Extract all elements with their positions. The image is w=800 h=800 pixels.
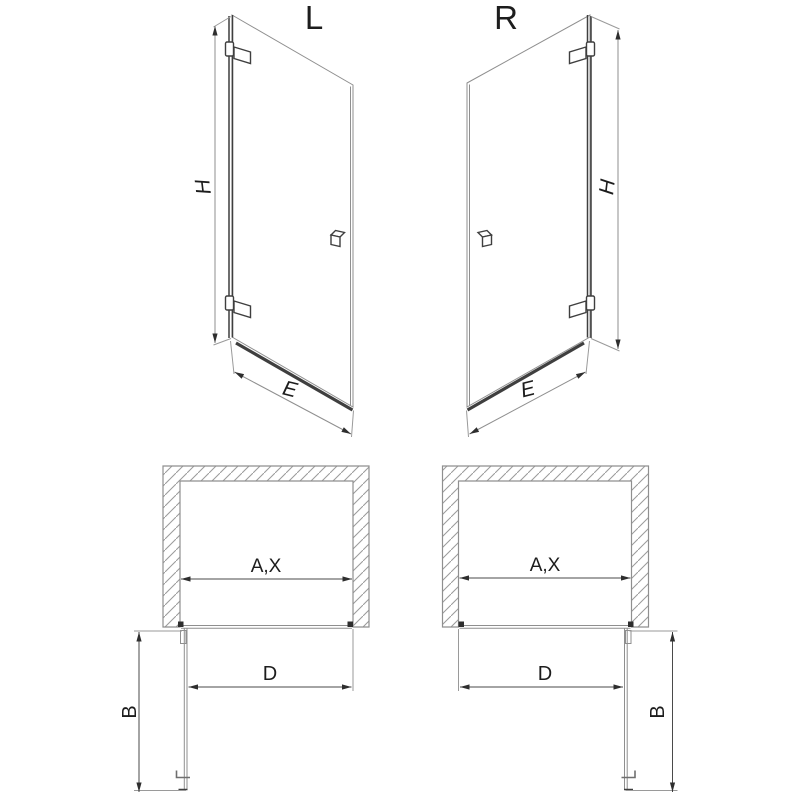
opening-dimension xyxy=(181,556,352,582)
height-dimension xyxy=(191,17,231,346)
wall xyxy=(443,466,649,627)
swing-depth-dimension xyxy=(119,631,186,792)
wall-profile xyxy=(181,631,187,644)
height-dim-label: H xyxy=(595,178,620,196)
swing-depth-dim-label: B xyxy=(119,705,141,719)
height-dim-label: H xyxy=(191,178,216,196)
swing-depth-dim-label: B xyxy=(647,705,669,719)
width-dimension xyxy=(467,341,590,437)
hinge-pivot-marker xyxy=(178,622,184,628)
elevation-right xyxy=(467,0,621,437)
opening-dim-label: A,X xyxy=(529,555,561,576)
door-width-dimension xyxy=(459,629,624,691)
door-closed-position xyxy=(178,622,353,629)
opening-dimension xyxy=(460,555,631,581)
door-open-position xyxy=(622,628,636,790)
door-open-position xyxy=(177,628,191,790)
strike-marker xyxy=(459,622,465,628)
width-dim-label: E xyxy=(518,376,538,403)
door-handle xyxy=(478,231,492,247)
plan-left xyxy=(119,466,369,792)
strike-marker xyxy=(348,622,354,628)
glass-panel xyxy=(232,15,353,407)
door-closed-position xyxy=(459,622,634,629)
wall-profile xyxy=(626,631,632,644)
door-handle xyxy=(331,231,345,247)
variant-right-label: R xyxy=(494,0,518,36)
swing-depth-dimension xyxy=(626,631,678,792)
door-width-dim-label: D xyxy=(537,663,553,685)
glass-panel xyxy=(467,15,590,407)
variant-left-label: L xyxy=(304,0,324,36)
hinge-pivot-marker xyxy=(628,622,634,628)
door-handle xyxy=(177,771,191,778)
width-dimension xyxy=(231,341,354,437)
wall xyxy=(163,466,369,627)
width-dim-label: E xyxy=(280,376,300,403)
opening-dim-label: A,X xyxy=(250,556,282,577)
door-width-dim-label: D xyxy=(262,663,278,685)
height-dimension xyxy=(591,17,621,352)
elevation-left xyxy=(191,0,353,437)
plan-right xyxy=(443,466,678,792)
door-handle xyxy=(622,771,636,778)
door-width-dimension xyxy=(189,629,354,691)
